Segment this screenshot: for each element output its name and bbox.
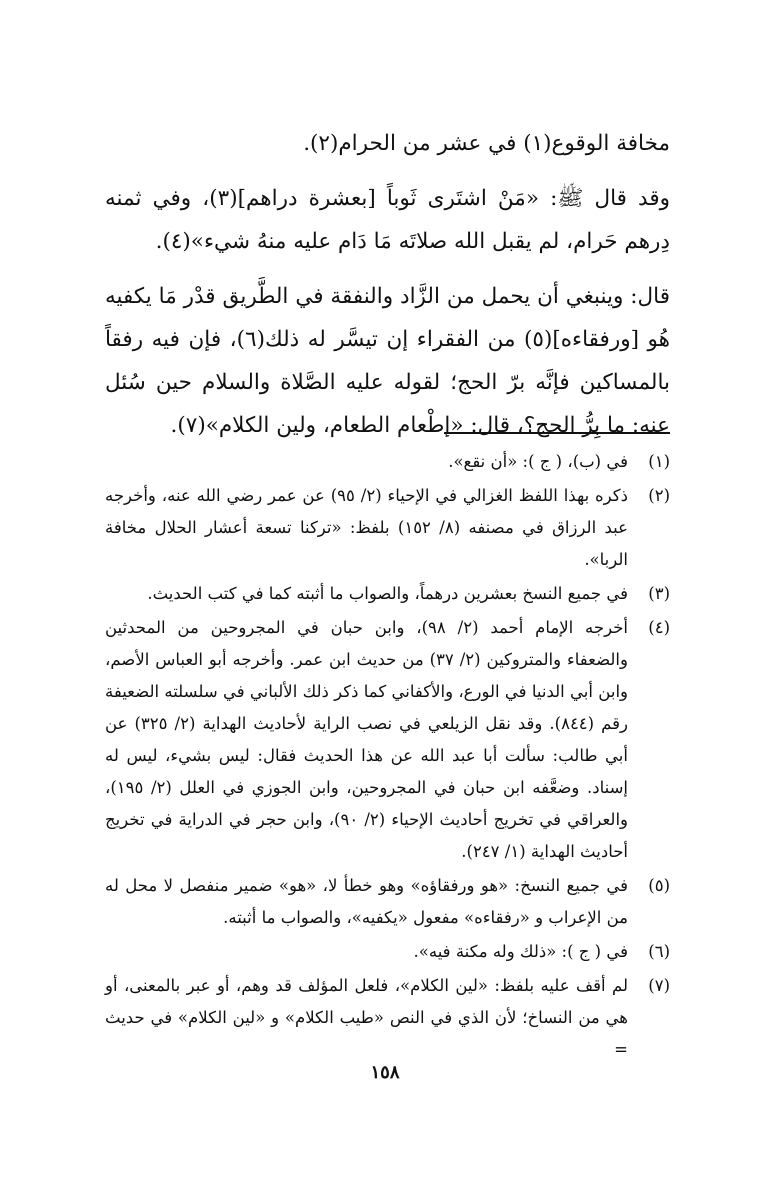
paragraph: قال: وينبغي أن يحمل من الزَّاد والنفقة في الطَّريق قدْر مَا يكفيه هُو [ورفقاءه](٥) من الفقراء إن تيسَّر له ذلك(٦)، فإن فيه رفقاً بالمساكين فإنَّه برّ الحج؛ لقوله عليه الصَّلاة والسلام حين سُئل عنه: ما بِرُّ الحج؟، قال: «إطْعام الطعام، ولين الكلام»(٧). — [105, 284, 670, 438]
footnote-text: ذكره بهذا اللفظ الغزالي في الإحياء (٢/ ٩٥) عن عمر رضي الله عنه، وأخرجه عبد الرزاق في مصنفه (٨/ ١٥٢) بلفظ: «تركنا تسعة أعشار الحلال مخافة الربا». — [105, 486, 628, 569]
paragraph: مخافة الوقوع(١) في عشر من الحرام(٢). — [303, 131, 670, 156]
footnote-text: في جميع النسخ بعشرين درهماً، والصواب ما أثبته كما في كتب الحديث. — [147, 584, 628, 603]
page-number: ١٥٨ — [370, 1062, 400, 1083]
footnote-text: أخرجه الإمام أحمد (٢/ ٩٨)، وابن حبان في المجروحين من المحدثين والضعفاء والمتروكين (٢/ ٣٧) من حديث ابن عمر. وأخرجه أبو العباس الأصم، وابن أبي الدنيا في الورع، والأكفاني كما ذكر ذلك الألباني في سلسلته الضعيفة رقم (٨٤٤). وقد نقل الزيلعي في نصب الراية لأحاديث الهداية (٢/ ٣٢٥) عن أبي طالب: سألت أبا عبد الله عن هذا الحديث فقال: ليس بشيء، ليس له إسناد. وضعَّفه ابن حبان في المجروحين، وابن الجوزي في العلل (٢/ ١٩٥)، والعراقي في تخريج أحاديث الإحياء (٢/ ٩٠)، وابن حجر في الدراية في تخريج أحاديث الهداية (١/ ٢٤٧). — [105, 618, 628, 861]
footnote-number: (٣) — [648, 584, 670, 603]
main-text — [105, 122, 670, 453]
footnote-number: (٧) — [648, 976, 670, 995]
footnote-text: لم أقف عليه بلفظ: «لين الكلام»، فلعل المؤلف قد وهم، أو عبر بالمعنى، أو هي من النساخ؛ لأن الذي في النص «طيب الكلام» و «لين الكلام» في حديث = — [105, 976, 628, 1059]
footnote — [105, 612, 670, 868]
footnote-number: (١) — [648, 452, 670, 471]
footnote-number: (٥) — [648, 876, 670, 895]
footnote — [105, 578, 670, 610]
footnote-text: في ( ج ): «ذلك وله مكنة فيه». — [413, 942, 628, 961]
footnote-separator — [444, 432, 670, 434]
footnote-text: في جميع النسخ: «هو ورفقاؤه» وهو خطأ لا، «هو» ضمير منفصل لا محل له من الإعراب و «رفقاءه» مفعول «يكفيه»، والصواب ما أثبته. — [105, 876, 628, 927]
footnote — [105, 970, 670, 1066]
footnote-number: (٤) — [648, 618, 670, 637]
footnote — [105, 870, 670, 934]
footnotes — [105, 446, 670, 1068]
footnote-number: (٢) — [648, 486, 670, 505]
footnote — [105, 480, 670, 576]
footnote-number: (٦) — [648, 942, 670, 961]
footnote — [105, 446, 670, 478]
paragraph: وقد قال ﷺ: «مَنْ اشتَرى ثَوباً [بعشرة دراهم](٣)، وفي ثمنه دِرهم حَرام، لم يقبل الله صلاتَه مَا دَام عليه منهُ شيء»(٤). — [105, 186, 670, 254]
footnote — [105, 936, 670, 968]
footnote-text: في (ب)، ( ج ): «أن نقع». — [448, 452, 628, 471]
